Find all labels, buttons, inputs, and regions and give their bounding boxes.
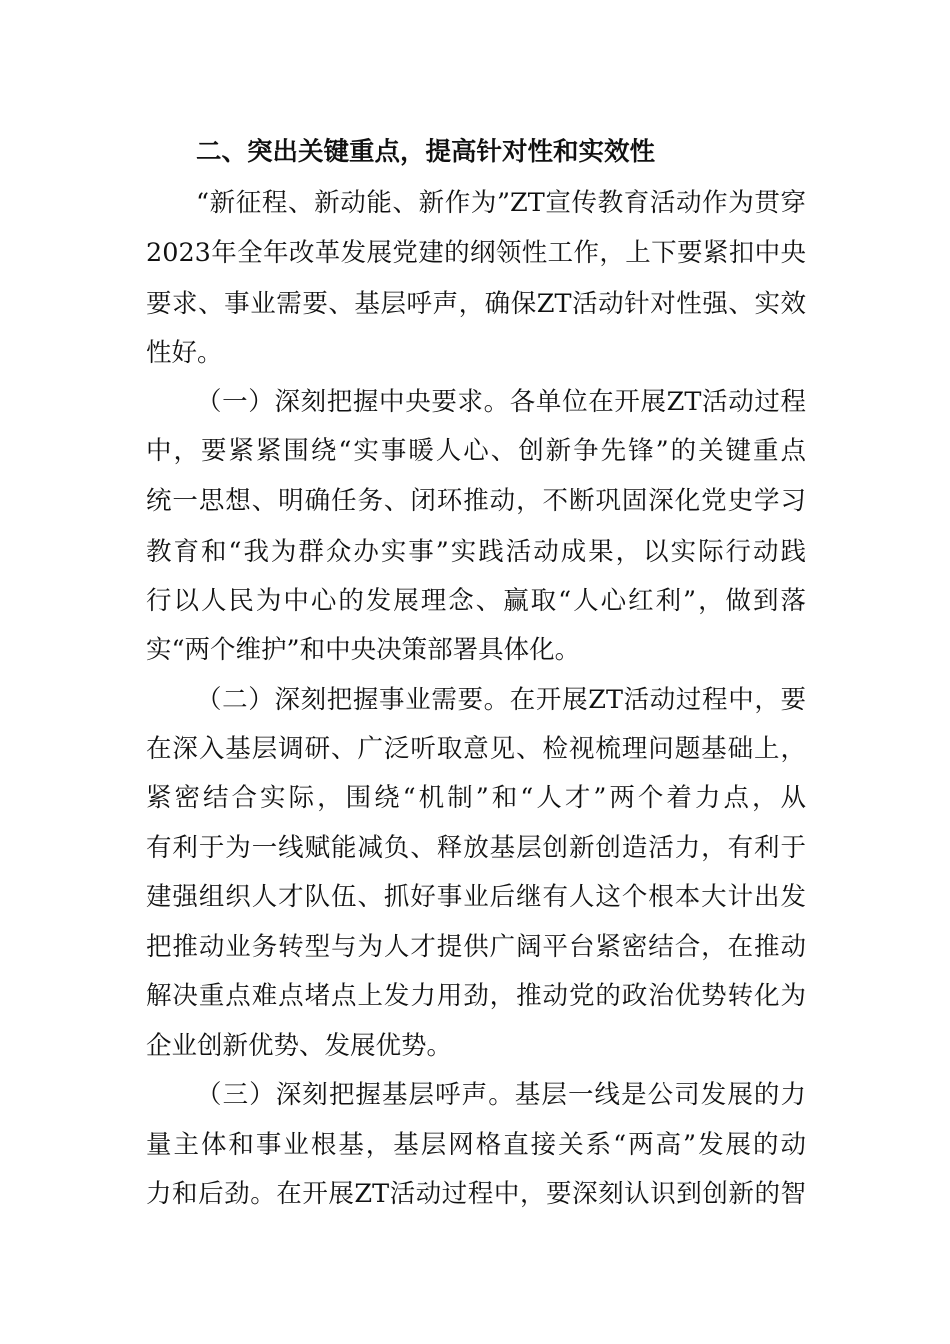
paragraph-line: 要求、事业需要、基层呼声，确保ZT活动针对性强、实效 [146, 289, 806, 319]
paragraph-line: 统一思想、明确任务、闭环推动，不断巩固深化党史学习 [146, 486, 806, 516]
paragraph-line: 2023年全年改革发展党建的纲领性工作，上下要紧扣中央 [146, 238, 806, 268]
paragraph-line: （二）深刻把握事业需要。在开展ZT活动过程中，要 [196, 685, 806, 715]
paragraph-line: 解决重点难点堵点上发力用劲，推动党的政治优势转化为 [146, 981, 806, 1011]
paragraph-line: 在深入基层调研、广泛听取意见、检视梳理问题基础上， [146, 734, 806, 764]
paragraph-line: 力和后劲。在开展ZT活动过程中，要深刻认识到创新的智 [146, 1179, 806, 1209]
paragraph-line: 教育和“我为群众办实事”实践活动成果，以实际行动践 [146, 537, 806, 567]
paragraph-line: 建强组织人才队伍、抓好事业后继有人这个根本大计出发 [146, 882, 806, 912]
paragraph-line: 实“两个维护”和中央决策部署具体化。 [146, 635, 581, 665]
paragraph-line: “新征程、新动能、新作为”ZT宣传教育活动作为贯穿 [196, 188, 806, 218]
paragraph-line: 企业创新优势、发展优势。 [146, 1031, 453, 1061]
paragraph-line: 紧密结合实际，围绕“机制”和“人才”两个着力点，从 [146, 783, 806, 813]
paragraph-line: 性好。 [146, 338, 223, 368]
paragraph-line: 有利于为一线赋能减负、释放基层创新创造活力，有利于 [146, 833, 806, 863]
paragraph-line: 量主体和事业根基，基层网格直接关系“两高”发展的动 [146, 1130, 806, 1160]
paragraph-line: 行以人民为中心的发展理念、赢取“人心红利”，做到落 [146, 586, 806, 616]
paragraph-line: 中，要紧紧围绕“实事暖人心、创新争先锋”的关键重点 [146, 436, 806, 466]
paragraph-line: （一）深刻把握中央要求。各单位在开展ZT活动过程 [196, 387, 806, 417]
section-heading: 二、突出关键重点，提高针对性和实效性 [196, 137, 656, 167]
paragraph-line: （三）深刻把握基层呼声。基层一线是公司发展的力 [196, 1080, 806, 1110]
paragraph-line: 把推动业务转型与为人才提供广阔平台紧密结合，在推动 [146, 932, 806, 962]
